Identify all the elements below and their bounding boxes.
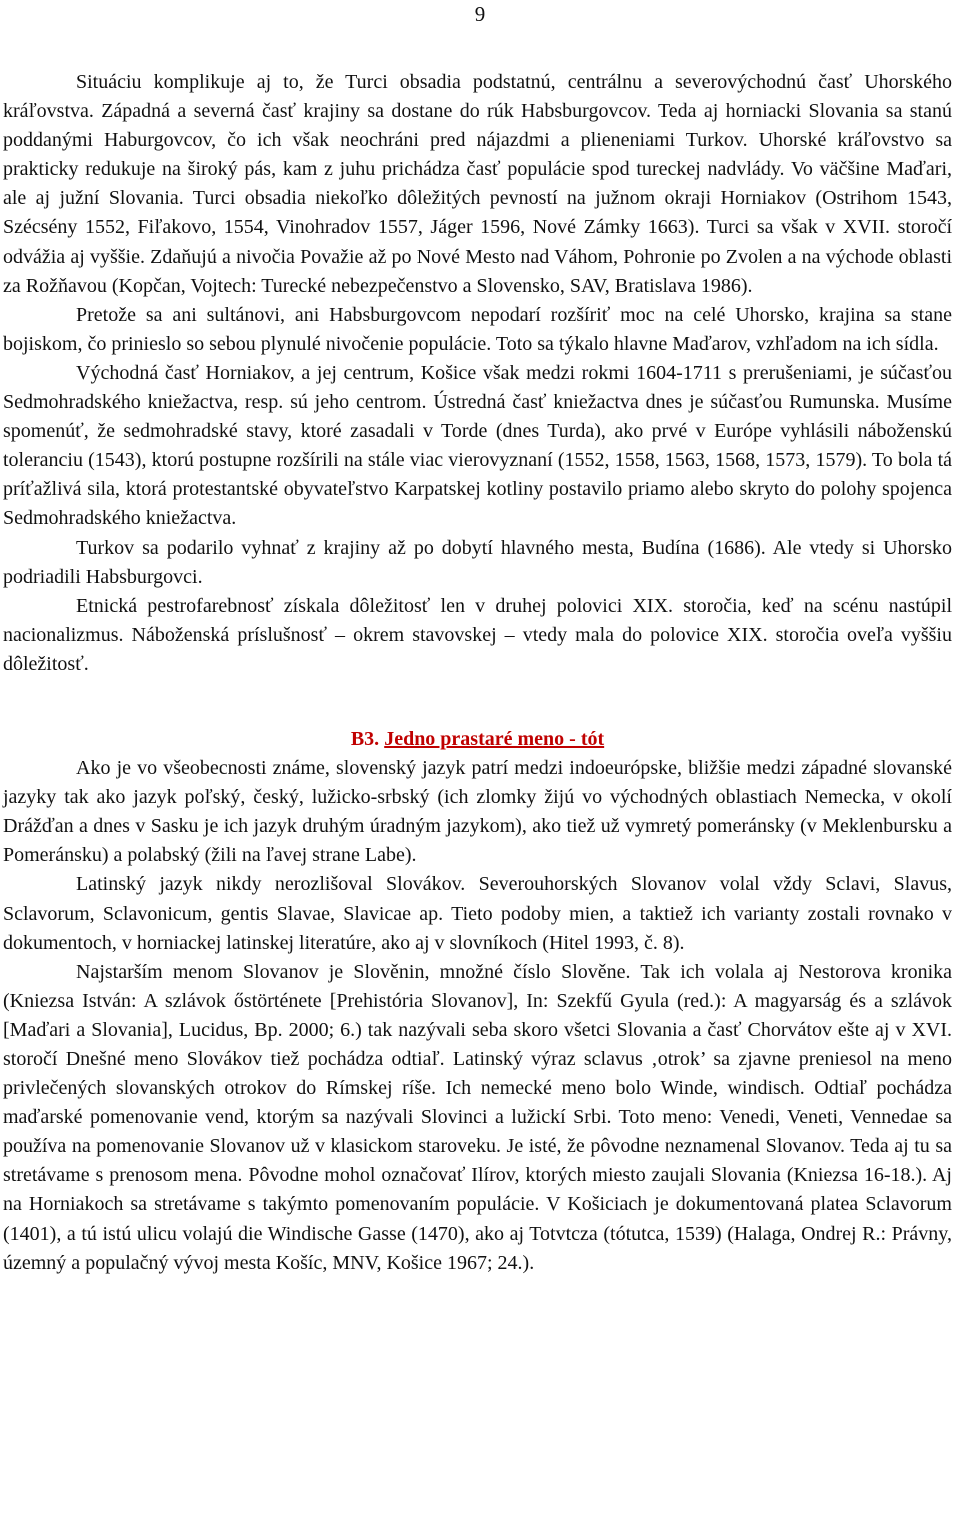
paragraph: Východná časť Horniakov, a jej centrum, Košice však medzi rokmi 1604-1711 s prerušeniami, je súčasťou Sedmohradského kniežactva, resp. sú jeho centrom. Ústredná časť kniežactva dnes je súčasťou Rumunska. Musíme spomenúť, že sedmohradské stavy, ktoré zasadali v Torde (dnes Turda), ako prvé v Európe vyhlásili náboženskú toleranciu (1543), ktorú postupne rozšírili na stále viac vierovyznaní (1552, 1558, 1563, 1568, 1573, 1579). To bola tá príťažlivá sila, ktorá protestantské obyvateľstvo Karpatskej kotliny postavilo priamo alebo skryto do polohy spojenca Sedmohradského kniežactva. <box>3 361 952 530</box>
paragraph: Etnická pestrofarebnosť získala dôležitosť len v druhej polovici XIX. storočia, keď na scénu nastúpil nacionalizmus. Náboženská príslušnosť – okrem stavovskej – vtedy mala do polovice XIX. storočia oveľa vyššiu dôležitosť. <box>3 594 952 675</box>
paragraph: Najstarším menom Slovanov je Slověnin, množné číslo Slověne. Tak ich volala aj Nestorova kronika (Kniezsa István: A szlávok őstörténete [Prehistória Slovanov], In: Szekfű Gyula (red.): A magyarság és a szlávok [Maďari a Slovania], Lucidus, Bp. 2000; 6.) tak nazývali seba skoro všetci Slovania a časť Chorvátov ešte aj v XVI. storočí Dnešné meno Slovákov tiež pochádza odtiaľ. Latinský výraz sclavus ‚otrok’ sa zjavne preniesol na meno privlečených slovanských otrokov do Rímskej ríše. Ich nemecké meno bolo Winde, windisch. Odtiaľ pochádza maďarské pomenovanie vend, ktorým sa nazývali Slovinci a lužickí Srbi. Toto meno: Venedi, Veneti, Vennedae sa používa na pomenovanie Slovanov už v klasickom staroveku. Je isté, že pôvodne neznamenal Slovanov. Teda aj tu sa stretávame s prenosom mena. Pôvodne mohol označovať Ilírov, ktorých miesto zaujali Slovania (Kniezsa 16-18.). Aj na Horniakoch sa stretávame s takýmto pomenovaním populácie. V Košiciach je dokumentovaná platea Sclavorum (1401), a tú istú ulicu volajú die Windische Gasse (1470), ako aj Totvtcza (tótutca, 1539) (Halaga, Ondrej R.: Právny, územný a populačný vývoj mesta Košíc, MNV, Košice 1967; 24.). <box>3 960 952 1274</box>
document-body <box>3 68 952 1278</box>
paragraph: Pretože sa ani sultánovi, ani Habsburgovcom nepodarí rozšíriť moc na celé Uhorsko, krajina sa stane bojiskom, čo prinieslo so sebou plynulé nivočenie populácie. Toto sa týkalo hlavne Maďarov, vzhľadom na ich sídla. <box>3 303 952 355</box>
section-heading <box>3 725 952 754</box>
paragraph: Latinský jazyk nikdy nerozlišoval Slovákov. Severouhorských Slovanov volal vždy Sclavi, Slavus, Sclavorum, Sclavonicum, gentis Slavae, Slavicae ap. Tieto podoby mien, a taktiež ich varianty zostali rovnako v dokumentoch, v horniackej latinskej literatúre, ako aj v slovníkoch (Hitel 1993, č. 8). <box>3 873 952 954</box>
page-number: 9 <box>474 2 486 26</box>
section-number: B3. <box>350 727 380 750</box>
paragraph: Situáciu komplikuje aj to, že Turci obsadia podstatnú, centrálnu a severovýchodnú časť Uhorského kráľovstva. Západná a severná časť krajiny sa dostane do rúk Habsburgovcov. Teda aj horniacki Slovania sa stanú poddanými Haburgovcov, čo ich však neochráni pred nájazdmi a plieneniami Turkov. Uhorské kráľovstvo sa prakticky redukuje na široký pás, kam z juhu prichádza časť populácie spod tureckej nadvlády. Vo väčšine Maďari, ale aj južní Slovania. Turci obsadia niekoľko dôležitých pevností na južnom okraji Horniakov (Ostrihom 1543, Szécsény 1552, Fiľakovo, 1554, Vinohradov 1557, Jáger 1596, Nové Zámky 1663). Turci sa však v XVII. storočí odvážia aj vyššie. Zdaňujú a nivočia Považie až po Nové Mesto nad Váhom, Pohronie po Zvolen a na východe oblasti za Rožňavou (Kopčan, Vojtech: Turecké nebezpečenstvo a Slovensko, SAV, Bratislava 1986). <box>3 71 952 297</box>
paragraph: Ako je vo všeobecnosti známe, slovenský jazyk patrí medzi indoeurópske, bližšie medzi západné slovanské jazyky tak ako jazyk poľský, český, lužicko-srbský (ich zlomky žijú vo východných oblastiach Nemecka, v okolí Drážďan a dnes v Sasku je ich jazyk druhým úradným jazykom), ako tiež už vymretý pomeránsky (v Meklenbursku a Pomeránsku) a polabský (žili na ľavej strane Labe). <box>3 757 952 867</box>
section-title: Jedno prastaré meno - tót <box>384 727 605 750</box>
paragraph: Turkov sa podarilo vyhnať z krajiny až po dobytí hlavného mesta, Budína (1686). Ale vtedy si Uhorsko podriadili Habsburgovci. <box>3 536 952 588</box>
